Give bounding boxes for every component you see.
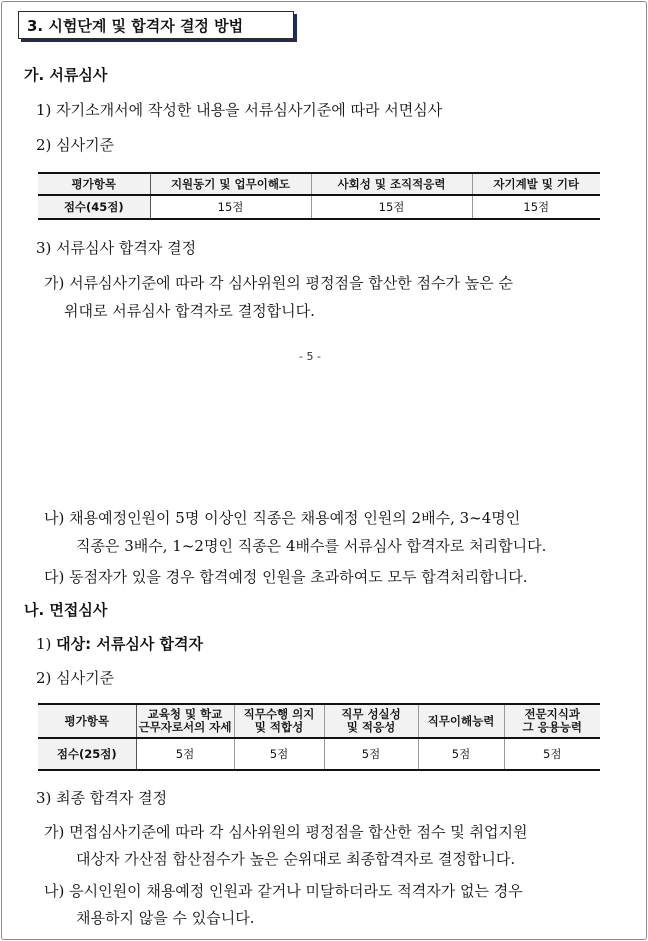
interview-criteria-table	[38, 703, 600, 771]
document-review-item-3: 3) 서류심사 합격자 결정	[36, 239, 197, 257]
interview-item-1-rest: : 서류심사 합격자	[85, 635, 204, 653]
table-cell: 5점	[136, 738, 234, 770]
interview-item-3: 3) 최종 합격자 결정	[36, 789, 168, 807]
table-header-cell: 직무이해능력	[418, 704, 504, 738]
document-review-criteria-table	[38, 172, 600, 220]
table-header-cell: 지원동기 및 업무이해도	[150, 173, 311, 195]
interview-sub-b-line2: 채용하지 않을 수 있습니다.	[76, 909, 255, 927]
table-header-cell: 자기계발 및 기타	[472, 173, 600, 195]
interview-item-2: 2) 심사기준	[36, 669, 115, 687]
interview-item-1-prefix: 1)	[36, 635, 57, 653]
table-cell: 점수(45점)	[38, 195, 150, 219]
interview-sub-a-line2: 대상자 가산점 합산점수가 높은 순위대로 최종합격자로 결정합니다.	[76, 850, 516, 868]
document-review-item-1: 1) 자기소개서에 작성한 내용을 서류심사기준에 따라 서면심사	[36, 101, 443, 119]
table-header-cell: 평가항목	[38, 704, 136, 738]
section-title: 3. 시험단계 및 합격자 결정 방법	[18, 11, 294, 39]
document-review-sub-b-line1: 나) 채용예정인원이 5명 이상인 직종은 채용예정 인원의 2배수, 3~4명인	[44, 509, 521, 527]
table-cell: 15점	[472, 195, 600, 219]
table-header-cell: 평가항목	[38, 173, 150, 195]
table-cell: 15점	[150, 195, 311, 219]
table-cell: 점수(25점)	[38, 738, 136, 770]
interview-heading: 나. 면접심사	[24, 601, 108, 619]
document-review-item-2: 2) 심사기준	[36, 136, 115, 154]
table-cell: 5점	[418, 738, 504, 770]
table-cell: 5점	[234, 738, 324, 770]
interview-sub-b-line1: 나) 응시인원이 채용예정 인원과 같거나 미달하더라도 적격자가 없는 경우	[44, 882, 523, 900]
document-review-sub-c: 다) 동점자가 있을 경우 합격예정 인원을 초과하여도 모두 합격처리합니다.	[44, 568, 528, 586]
table-cell: 5점	[324, 738, 418, 770]
document-review-heading: 가. 서류심사	[24, 66, 108, 84]
table-header-cell: 직무 성실성 및 적응성	[324, 704, 418, 738]
page-number: - 5 -	[299, 350, 321, 363]
table-cell: 15점	[311, 195, 472, 219]
table-header-cell: 전문지식과 그 응용능력	[504, 704, 600, 738]
table-row	[38, 195, 600, 219]
interview-sub-a-line1: 가) 면접심사기준에 따라 각 심사위원의 평정점을 합산한 점수 및 취업지원	[44, 823, 528, 841]
table-header-cell: 직무수행 의지 및 적합성	[234, 704, 324, 738]
table-header-cell: 교육청 및 학교 근무자로서의 자세	[136, 704, 234, 738]
document-review-sub-a-line1: 가) 서류심사기준에 따라 각 심사위원의 평정점을 합산한 점수가 높은 순	[44, 274, 513, 292]
table-header-row	[38, 173, 600, 195]
table-cell: 5점	[504, 738, 600, 770]
interview-item-1-label: 대상	[56, 635, 86, 653]
document-review-sub-b-line2: 직종은 3배수, 1~2명인 직종은 4배수를 서류심사 합격자로 처리합니다.	[76, 537, 547, 555]
document-review-sub-a-line2: 위대로 서류심사 합격자로 결정합니다.	[64, 302, 315, 320]
interview-item-1	[36, 634, 203, 654]
table-header-cell: 사회성 및 조직적응력	[311, 173, 472, 195]
table-row	[38, 738, 600, 770]
table-header-row	[38, 704, 600, 738]
